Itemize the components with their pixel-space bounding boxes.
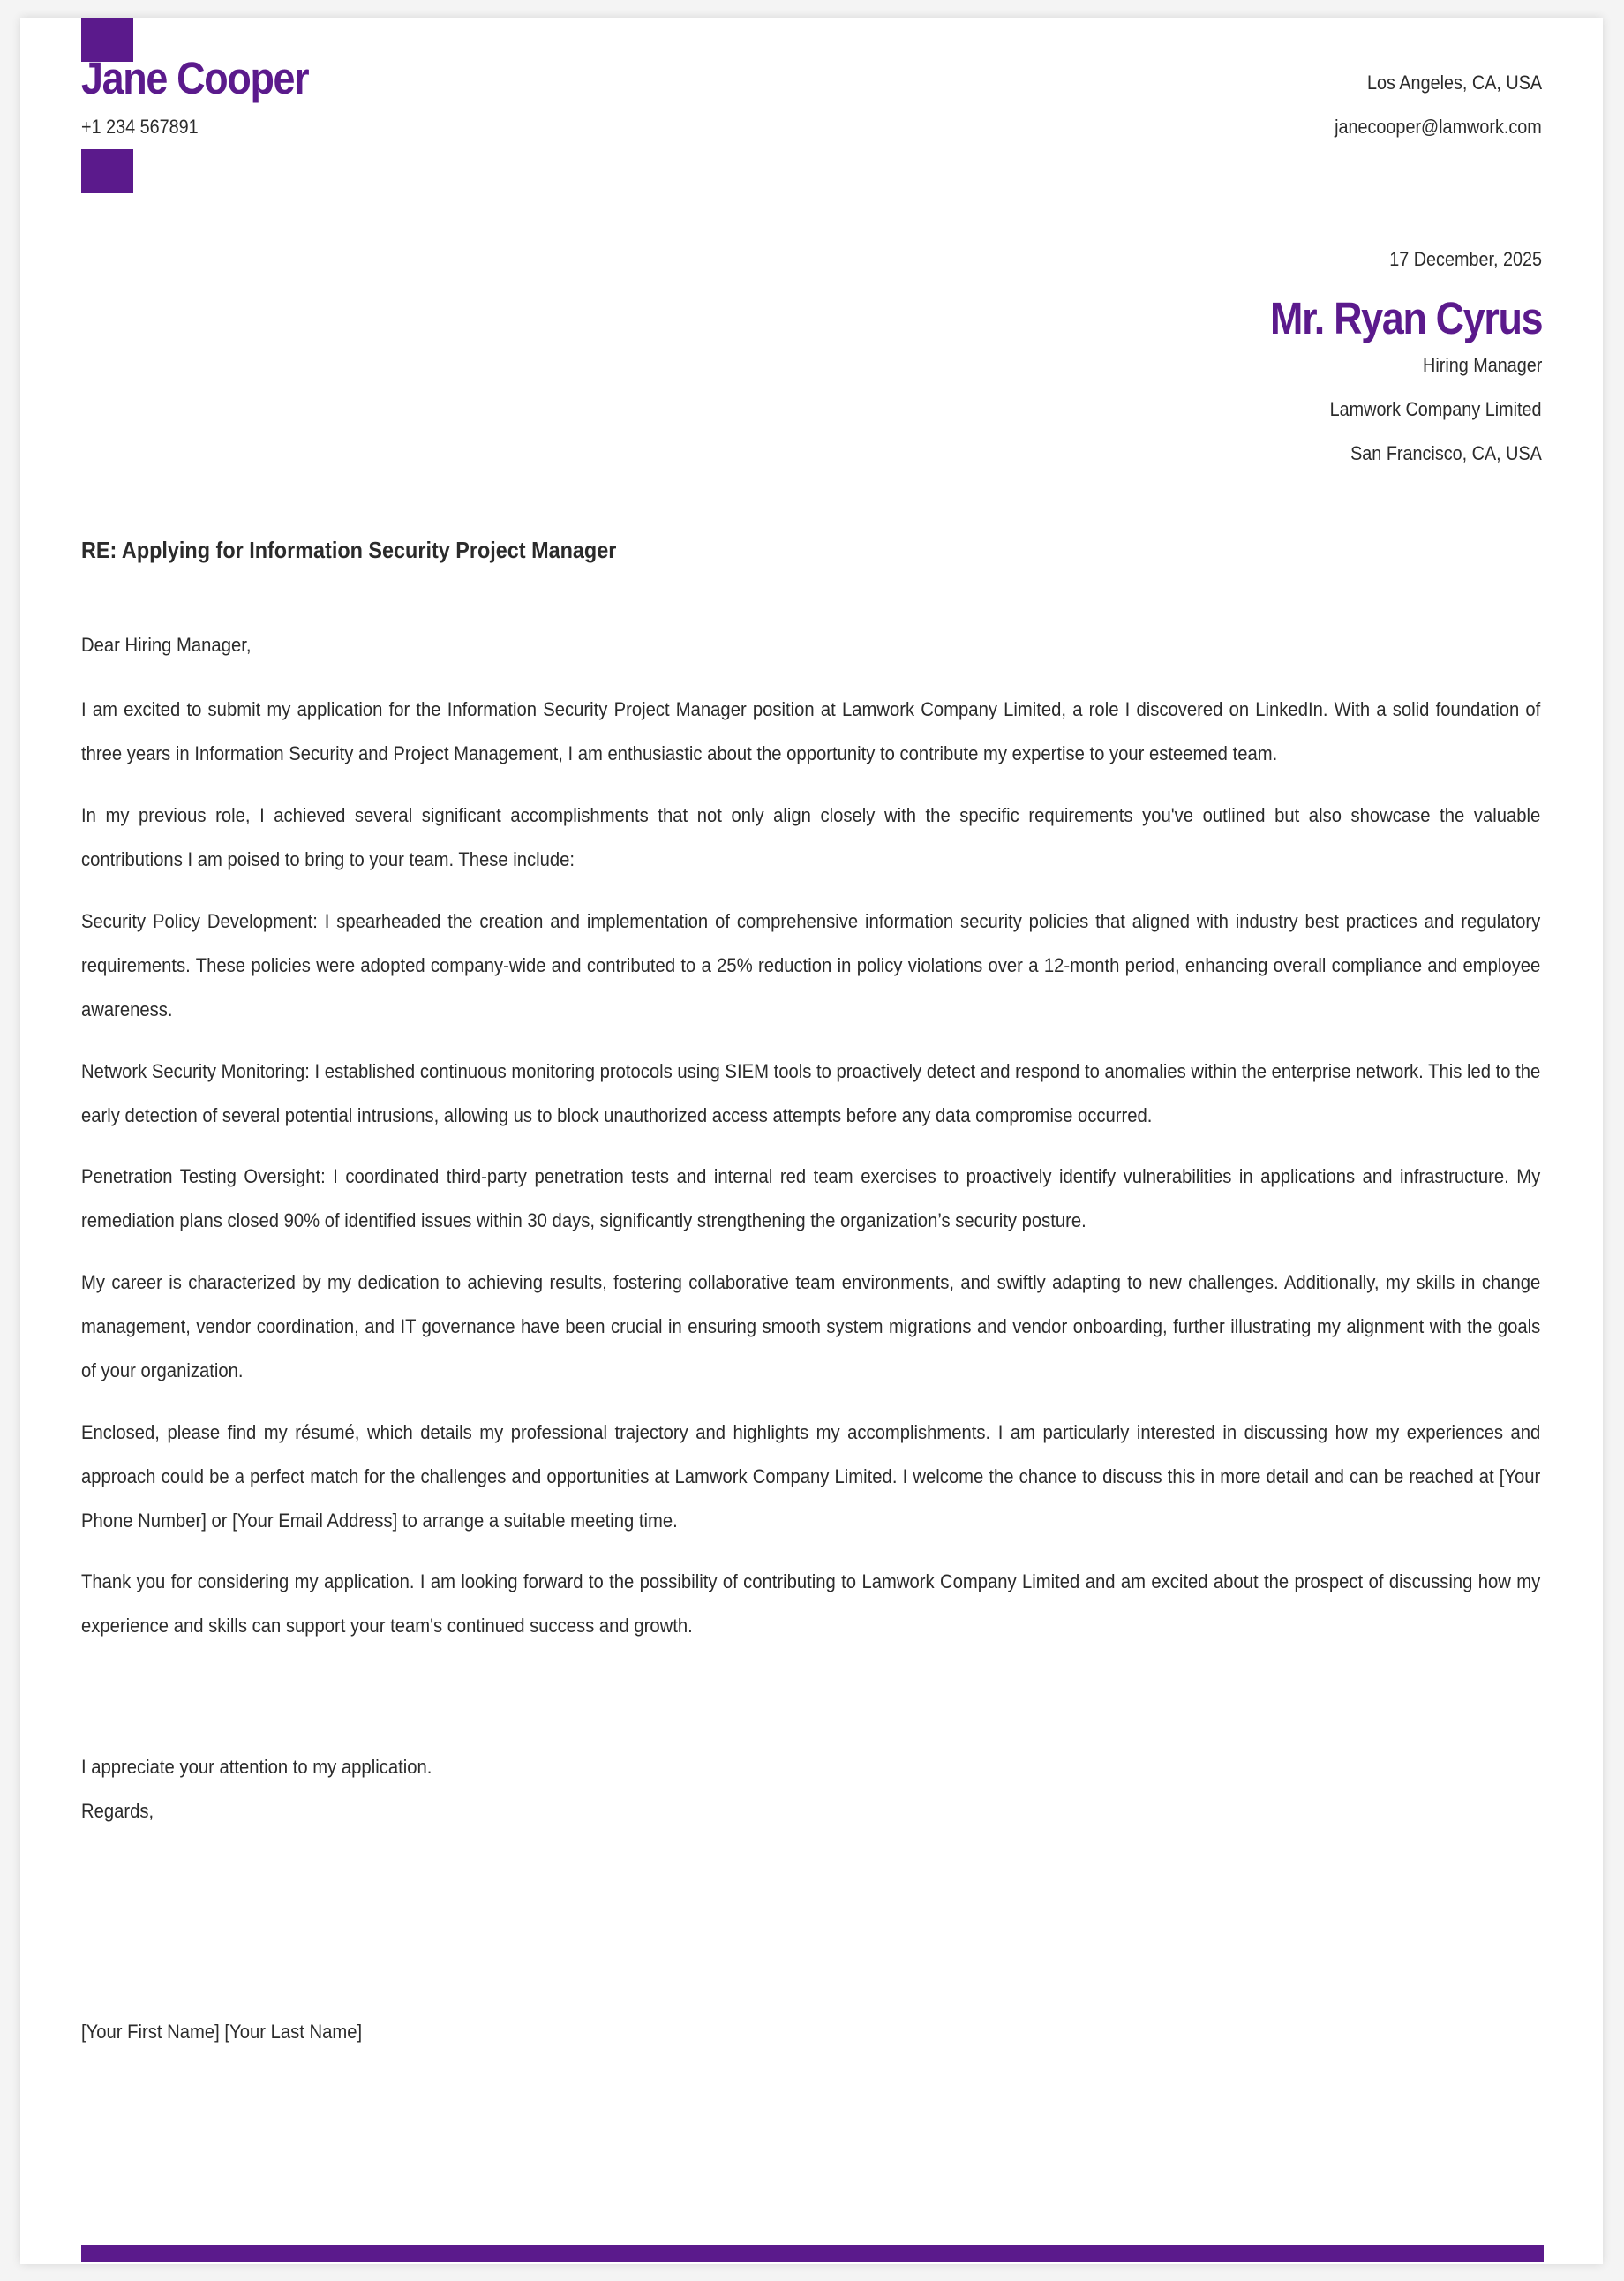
letter-subject: RE: Applying for Information Security Project Manager bbox=[81, 537, 617, 563]
body-paragraph: Thank you for considering my application. I am looking forward to the possibility of contributing to Lamwork Company Limited and am excited about the prospect of discussing how my experience and skills can support your team's continued success and growth. bbox=[81, 1570, 1541, 1637]
bottom-accent-square bbox=[81, 149, 133, 193]
body-paragraph: In my previous role, I achieved several significant accomplishments that not only align closely with the specific requirements you've outlined but also showcase the valuable contributions I am poised to bring to your team. These include: bbox=[81, 804, 1541, 870]
sender-location: Los Angeles, CA, USA bbox=[1366, 72, 1542, 94]
recipient-name: Mr. Ryan Cyrus bbox=[1269, 293, 1542, 343]
body-paragraph: I am excited to submit my application for the Information Security Project Manager position at Lamwork Company Limited, a role I discovered on LinkedIn. With a solid foundation of three years in Information Security and Project Management, I am enthusiastic about the opportunity to contribute my expertise to your esteemed team. bbox=[81, 698, 1541, 764]
body-paragraph: Network Security Monitoring: I established continuous monitoring protocols using SIEM tools to proactively detect and respond to anomalies within the enterprise network. This led to the early detection of several potential intrusions, allowing us to block unauthorized access attempts before any data compromise occurred. bbox=[81, 1060, 1541, 1126]
greeting: Dear Hiring Manager, bbox=[81, 634, 252, 656]
recipient-company: Lamwork Company Limited bbox=[1330, 398, 1542, 420]
recipient-title: Hiring Manager bbox=[1422, 354, 1542, 376]
closing-appreciation: I appreciate your attention to my application. bbox=[81, 1756, 432, 1778]
letter-date: 17 December, 2025 bbox=[1389, 248, 1542, 270]
sender-name: Jane Cooper bbox=[81, 53, 309, 103]
footer-accent-bar bbox=[81, 2245, 1544, 2262]
recipient-location: San Francisco, CA, USA bbox=[1350, 442, 1542, 464]
sender-email: janecooper@lamwork.com bbox=[1335, 116, 1542, 138]
signature-name: [Your First Name] [Your Last Name] bbox=[81, 2021, 363, 2043]
body-paragraph: Enclosed, please find my résumé, which details my professional trajectory and highlights my accomplishments. I am particularly interested in discussing how my experiences and approach could be a perfect match for the challenges and opportunities at Lamwork Company Limited. I welcome the chance to discuss this in more detail and can be reached at [Your Phone Number] or [Your Email Address] to arrange a suitable meeting time. bbox=[81, 1421, 1541, 1532]
letter-page bbox=[20, 18, 1603, 2264]
body-paragraph: Security Policy Development: I spearheaded the creation and implementation of comprehensive information security policies that aligned with industry best practices and regulatory requirements. These policies were adopted company-wide and contributed to a 25% reduction in policy violations over a 12-month period, enhancing overall compliance and employee awareness. bbox=[81, 910, 1541, 1020]
body-paragraph: Penetration Testing Oversight: I coordinated third-party penetration tests and internal red team exercises to proactively identify vulnerabilities in applications and infrastructure. My remediation plans closed 90% of identified issues within 30 days, significantly strengthening the organization’s security posture. bbox=[81, 1165, 1541, 1231]
sender-phone: +1 234 567891 bbox=[81, 116, 199, 138]
closing-regards: Regards, bbox=[81, 1800, 154, 1822]
body-paragraph: My career is characterized by my dedication to achieving results, fostering collaborative team environments, and swiftly adapting to new challenges. Additionally, my skills in change management, vendor coordination, and IT governance have been crucial in ensuring smooth system migrations and vendor onboarding, further illustrating my alignment with the goals of your organization. bbox=[81, 1271, 1541, 1381]
